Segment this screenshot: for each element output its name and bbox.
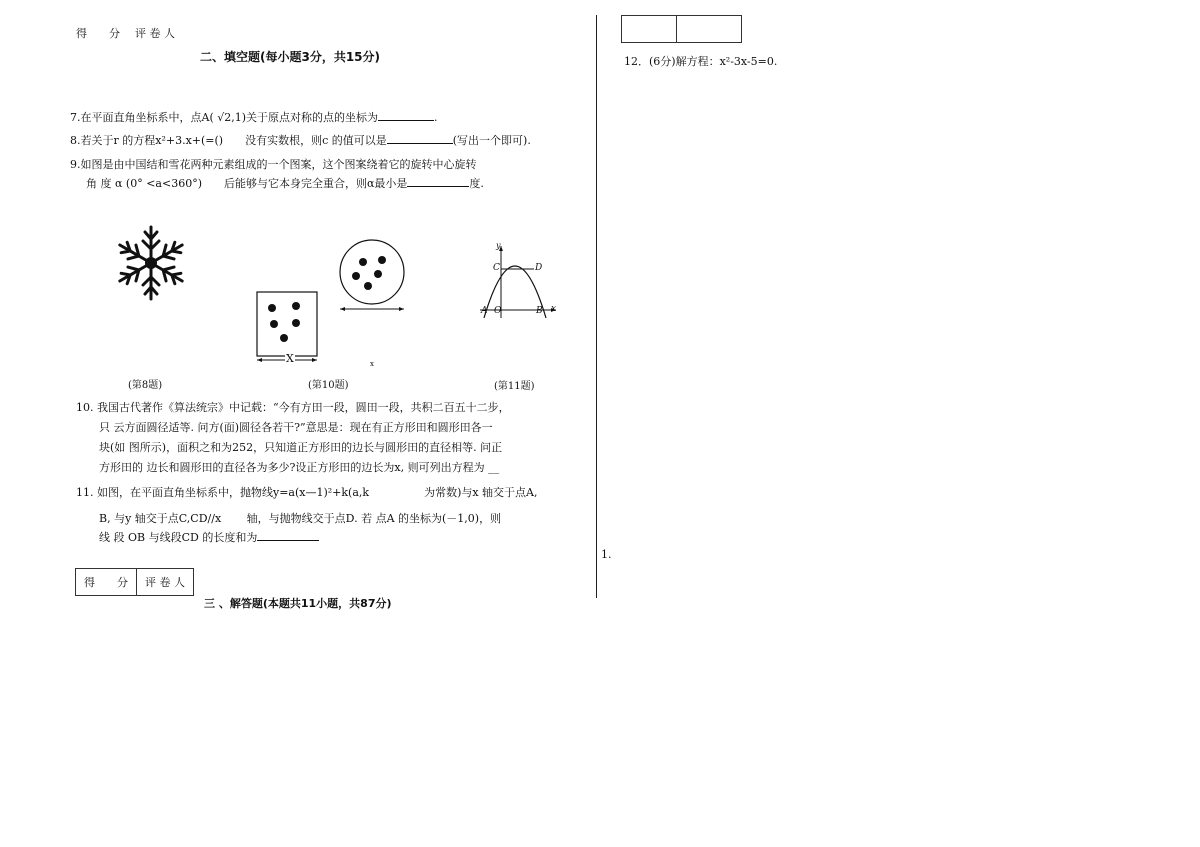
caption-fig11: (第11题) bbox=[494, 381, 535, 392]
fig11-a-label: A bbox=[481, 306, 488, 316]
grader-label: 评 卷 人 bbox=[135, 27, 175, 40]
q7-text: 7.在平面直角坐标系中，点A( √2,1)关于原点对称的点的坐标为 bbox=[70, 111, 379, 124]
question-11-line3 bbox=[99, 530, 319, 545]
q8-end: (写出一个即可). bbox=[452, 134, 531, 147]
question-9-line2 bbox=[86, 176, 484, 191]
section3-title: 三 、解答题(本题共11小题，共87分) bbox=[204, 597, 392, 610]
q7-answer-blank[interactable] bbox=[378, 110, 434, 121]
q8-text: 8.若关于r 的方程x²+3.x+(=() 没有实数根，则c 的值可以是 bbox=[70, 134, 387, 147]
question-12: 12．(6分)解方程：x²-3x-5=0. bbox=[624, 55, 778, 68]
right-grader-cell bbox=[677, 16, 742, 43]
q10-line4: 方形田的 边长和圆形田的直径各为多少?设正方形田的边长为x, 则可列出方程为 __ bbox=[99, 461, 500, 474]
q9-answer-blank[interactable] bbox=[407, 176, 469, 187]
q11-line1: 11. 如图，在平面直角坐标系中，抛物线y=a(x—1)²+k(a,k 为常数)与x 轴交于点A, bbox=[76, 486, 538, 499]
q9-end: 度. bbox=[469, 177, 484, 190]
caption-fig8: (第8题) bbox=[128, 380, 163, 391]
q9-line1: 9.如图是由中国结和雪花两种元素组成的一个图案，这个图案绕着它的旋转中心旋转 bbox=[70, 158, 477, 171]
q11-line2: B, 与y 轴交于点C,CD//x 轴，与抛物线交于点D. 若 点A 的坐标为(－1,0)，则 bbox=[99, 512, 502, 525]
snowflake-figure bbox=[112, 220, 190, 306]
question-8 bbox=[70, 133, 531, 148]
q8-answer-blank[interactable] bbox=[387, 133, 453, 144]
section2-title: 二、填空题(每小题3分，共15分) bbox=[200, 50, 381, 64]
right-score-table bbox=[621, 15, 742, 43]
grader-cell: 评 卷 人 bbox=[137, 569, 194, 596]
q10-line2: 只 云方面圆径适等. 问方(面)圆径各若干?”意思是：现在有正方形田和圆形田各一 bbox=[99, 421, 493, 434]
margin-note: 1. bbox=[601, 548, 612, 561]
fig11-y-label: y bbox=[496, 241, 501, 250]
fig11-c-label: C bbox=[493, 263, 500, 273]
parabola-figure bbox=[476, 240, 562, 320]
score-table bbox=[75, 568, 194, 596]
q10-line3: 块(如 图所示)，面积之和为252，只知道正方形田的边长与圆形田的直径相等. 问正 bbox=[99, 441, 503, 454]
q10-line1: 10. 我国古代著作《算法统宗》中记载：“今有方田一段，圆田一段，共积二百五十二步， bbox=[76, 401, 510, 414]
q7-end: . bbox=[434, 111, 438, 124]
fig11-o-label: O bbox=[494, 306, 502, 316]
column-divider bbox=[596, 15, 597, 598]
fig11-d-label: D bbox=[535, 263, 543, 273]
q11-line3-text: 线 段 OB 与线段CD 的长度和为 bbox=[99, 531, 258, 544]
fig11-x-label: x bbox=[551, 304, 557, 314]
right-score-cell bbox=[622, 16, 677, 43]
q9-line2-text: 角 度 α (0° <a<360°) 后能够与它本身完全重合，则α最小是 bbox=[86, 177, 408, 190]
fig10-x-label: X bbox=[286, 352, 294, 365]
score-cell: 得 分 bbox=[76, 569, 137, 596]
caption-fig10: (第10题) bbox=[308, 380, 349, 391]
round-field-figure bbox=[336, 236, 410, 316]
fig11-b-label: B bbox=[536, 306, 543, 316]
fig10-small-x: x bbox=[370, 360, 374, 368]
q11-answer-blank[interactable] bbox=[257, 530, 319, 541]
score-label: 得 分 bbox=[76, 27, 120, 40]
question-7 bbox=[70, 110, 438, 125]
